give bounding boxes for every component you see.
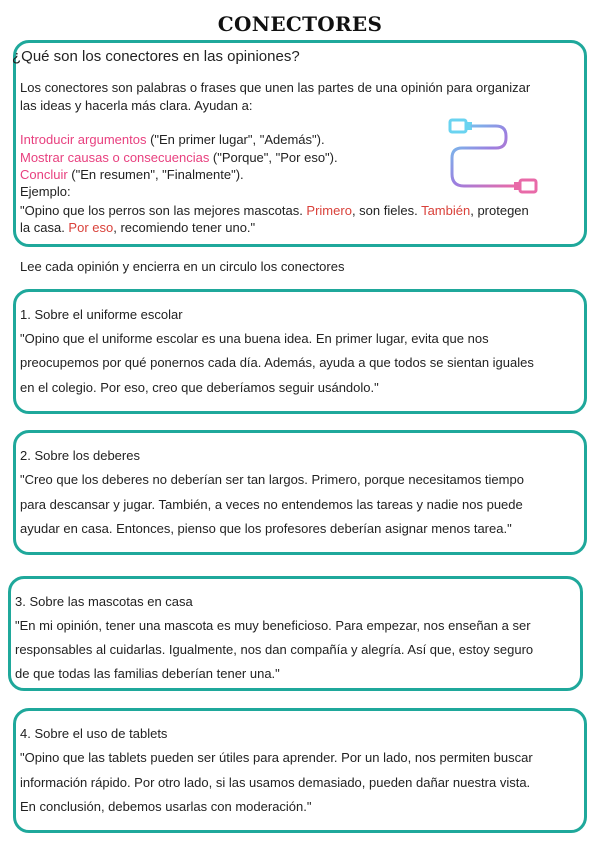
use-label: Mostrar causas o consecuencias [20,150,210,165]
intro-question: ¿Qué son los conectores en las opiniones? [12,48,300,65]
example-connector: También [421,203,471,218]
card-line: En conclusión, debemos usarlas con moderación." [20,799,312,814]
card-line: "Creo que los deberes no deberían ser tan largos. Primero, porque necesitamos tiempo [20,472,524,487]
definition-line-2: las ideas y hacerla más clara. Ayudan a: [20,98,253,113]
example-text: , son fieles. [351,203,422,218]
card-line: de que todas las familias deberían tener una." [15,666,280,681]
card-title: 1. Sobre el uniforme escolar [20,307,183,322]
example-text: , recomiendo tener uno." [113,220,256,235]
use-item [20,149,338,167]
example-text: "Opino que los perros son las mejores mascotas. [20,203,307,218]
card-title: 2. Sobre los deberes [20,448,140,463]
card-line: "En mi opinión, tener una mascota es muy beneficioso. Para empezar, nos enseñan a ser [15,618,531,633]
use-examples: ("En resumen", "Finalmente"). [67,167,244,182]
example-line-2 [20,219,255,237]
card-line: "Opino que el uniforme escolar es una buena idea. En primer lugar, evita que nos [20,331,489,346]
card-line: para descansar y jugar. También, a veces no entendemos las tareas y nadie nos puede [20,497,523,512]
card-line: responsables al cuidarlas. Igualmente, nos dan compañía y alegría. Así que, estoy seguro [15,642,534,657]
page-title: CONECTORES [217,12,383,36]
card-line: información rápido. Por otro lado, si las usamos demasiado, pueden dañar nuestra vista. [20,775,531,790]
card-title: 3. Sobre las mascotas en casa [15,594,193,609]
use-item [20,166,244,184]
card-line: "Opino que las tablets pueden ser útiles para aprender. Por un lado, nos permiten buscar [20,750,533,765]
card-line: preocupemos por qué ponernos cada día. Además, ayuda a que todos se sientan iguales [20,355,534,370]
card-line: ayudar en casa. Entonces, pienso que los profesores deberían asignar menos tarea." [20,521,512,536]
use-item [20,131,325,149]
use-examples: ("En primer lugar", "Además"). [146,132,325,147]
example-line-1 [20,202,529,220]
example-connector: Por eso [68,220,114,235]
use-label: Introducir argumentos [20,132,147,147]
example-connector: Primero [306,203,352,218]
instruction-text: Lee cada opinión y encierra en un circulo los conectores [20,259,345,274]
example-label: Ejemplo: [20,184,71,199]
use-examples: ("Porque", "Por eso"). [209,150,338,165]
example-text: , protegen [470,203,529,218]
cable-connector-icon [448,116,548,202]
card-title: 4. Sobre el uso de tablets [20,726,168,741]
example-text: la casa. [20,220,69,235]
definition-line-1: Los conectores son palabras o frases que unen las partes de una opinión para organizar [20,80,531,95]
use-label: Concluir [20,167,68,182]
card-line: en el colegio. Por eso, creo que deberíamos seguir usándolo." [20,380,379,395]
